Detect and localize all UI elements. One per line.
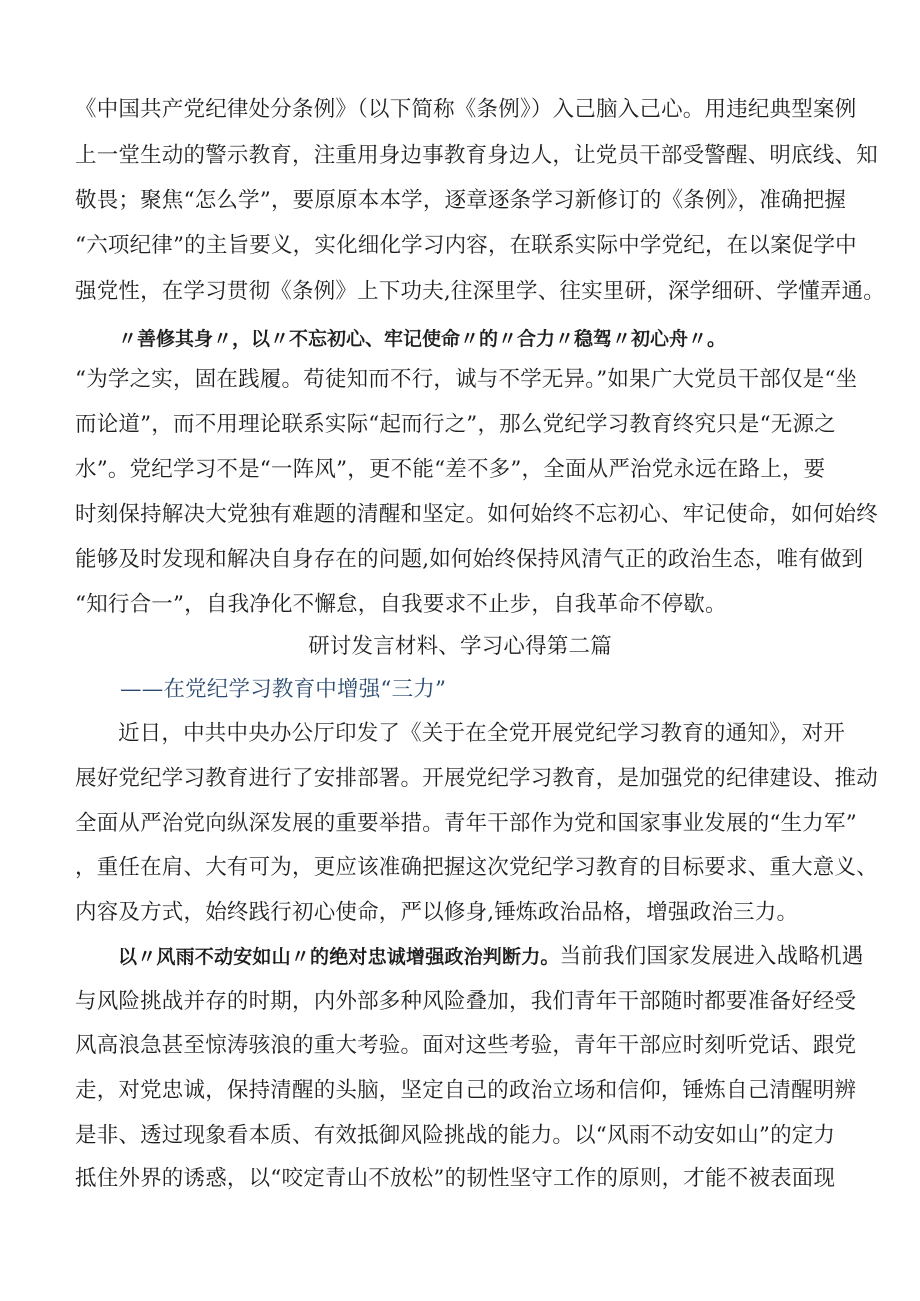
article-title: 研讨发言材料、学习心得第二篇 [308,634,612,659]
text-line: 强党性，在学习贯彻《条例》上下功夫,往深里学、往实里研，深学细研、学懂弄通。 [75,279,885,304]
text-line: ，重任在肩、大有可为，更应该准确把握这次党纪学习教育的目标要求、重大意义、 [75,855,878,880]
text-line: 抵住外界的诱惑，以“咬定青山不放松”的韧性坚守工作的原则，才能不被表面现 [75,1166,836,1191]
text-line: 是非、透过现象看本质、有效抵御风险挑战的能力。以“风雨不动安如山”的定力 [75,1123,836,1148]
paragraph-lead: 以〃风雨不动安如山〃的绝对忠诚增强政治判断力。 [118,946,560,968]
text-line: 上一堂生动的警示教育，注重用身边事教育身边人，让党员干部受警醒、明底线、知 [75,143,878,168]
text-line: 近日，中共中央办公厅印发了《关于在全党开展党纪学习教育的通知》，对开 [118,721,846,746]
text-line: “为学之实，固在践履。苟徒知而不行，诚与不学无异。”如果广大党员干部仅是“坐 [75,367,858,392]
text-line: 能够及时发现和解决自身存在的问题,如何始终保持风清气正的政治生态，唯有做到 [75,547,864,572]
text-line: 《中国共产党纪律处分条例》（以下简称《条例》）入己脑入己心。用违纪典型案例 [75,97,857,122]
text-line: 水”。党纪学习不是“一阵风”，更不能“差不多”，全面从严治党永远在路上，要 [75,457,826,482]
text-line: 展好党纪学习教育进行了安排部署。开展党纪学习教育，是加强党的纪律建设、推动 [75,766,878,791]
text-line: 敬畏；聚焦“怎么学”，要原原本本学，逐章逐条学习新修订的《条例》，准确把握 [75,188,847,213]
text-line: 与风险挑战并存的时期，内外部多种风险叠加，我们青年干部随时都要准备好经受 [75,989,857,1014]
text-line: 全面从严治党向纵深发展的重要举措。青年干部作为党和国家事业发展的“生力军” [75,811,857,836]
paragraph-text: 当前我们国家发展进入战略机遇 [559,944,864,969]
text-line: 而论道”，而不用理论联系实际“起而行之”，那么党纪学习教育终究只是“无源之 [75,412,836,437]
text-line: “六项纪律”的主旨要义，实化细化学习内容，在联系实际中学党纪，在以案促学中 [75,233,857,258]
section-heading: 〃善修其身〃，以〃不忘初心、牢记使命〃的〃合力〃稳驾〃初心舟〃。 [118,328,727,350]
text-line: 时刻保持解决大党独有难题的清醒和坚定。如何始终不忘初心、牢记使命，如何始终 [75,502,878,527]
article-subtitle: ——在党纪学习教育中增强“三力” [120,677,447,702]
text-line: 走，对党忠诚，保持清醒的头脑，坚定自己的政治立场和信仰，锤炼自己清醒明辨 [75,1078,857,1103]
text-line [118,942,863,972]
text-line: 风高浪急甚至惊涛骇浪的重大考验。面对这些考验，青年干部应时刻听党话、跟党 [75,1033,857,1058]
text-line: “知行合一”，自我净化不懈怠，自我要求不止步，自我革命不停歇。 [75,592,727,617]
text-line: 内容及方式，始终践行初心使命，严以修身,锤炼政治品格，增强政治三力。 [75,900,799,925]
